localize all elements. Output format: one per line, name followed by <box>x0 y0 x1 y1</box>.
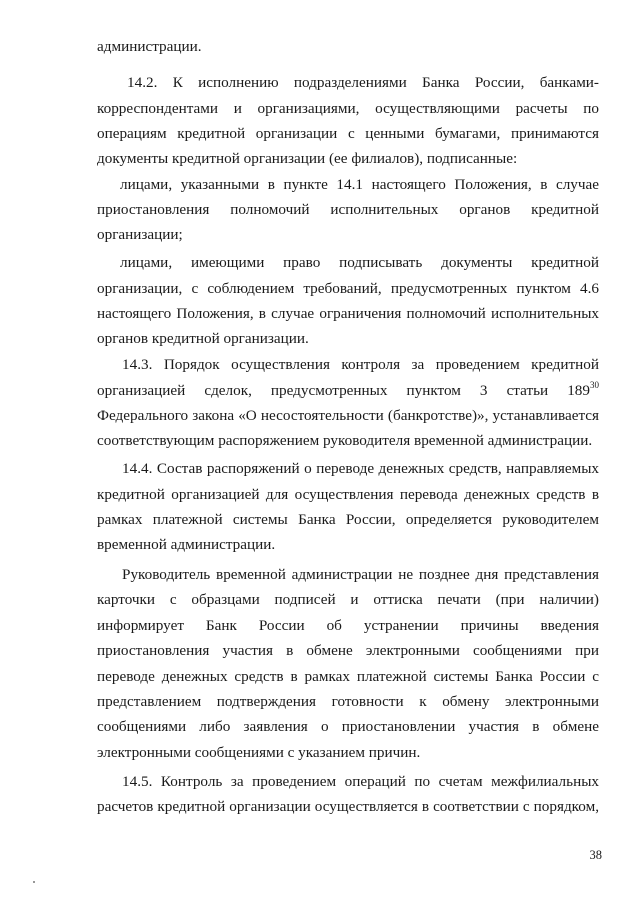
text-line: кредитной организацией для осуществления перевода денежных средств в <box>97 486 599 503</box>
text-line: настоящего Положения, в случае ограничения полномочий исполнительных <box>97 305 599 322</box>
text-line: 14.4. Состав распоряжений о переводе денежных средств, направляемых <box>122 460 599 477</box>
text-line <box>97 379 599 400</box>
text-line: Федерального закона «О несостоятельности (банкротстве)», устанавливается <box>97 407 599 424</box>
text-line: документы кредитной организации (ее филиалов), подписанные: <box>97 150 518 167</box>
text-line: органов кредитной организации. <box>97 330 309 347</box>
text-line: организации; <box>97 226 183 243</box>
text-line: администрации. <box>97 38 202 55</box>
text-line: лицами, указанными в пункте 14.1 настоящего Положения, в случае <box>120 176 599 193</box>
text-line: организации, с соблюдением требований, предусмотренных пунктом 4.6 <box>97 280 599 297</box>
text-line: 14.2. К исполнению подразделениями Банка России, банками- <box>127 74 599 91</box>
text-line: 14.3. Порядок осуществления контроля за проведением кредитной <box>122 356 599 373</box>
footnote-superscript: 30 <box>590 379 599 390</box>
text-line-content: организацией сделок, предусмотренных пунктом 3 статьи 189 <box>97 382 590 399</box>
text-line: представлением подтверждения готовности к обмену электронными <box>97 693 599 710</box>
margin-dot <box>33 881 35 883</box>
text-line: 14.5. Контроль за проведением операций по счетам межфилиальных <box>122 773 599 790</box>
text-line: операциям кредитной организации с ценными бумагами, принимаются <box>97 125 599 142</box>
text-line: расчетов кредитной организации осуществляется в соответствии с порядком, <box>97 798 599 815</box>
text-line: переводе денежных средств в рамках платежной системы Банка России с <box>97 668 599 685</box>
text-line: Руководитель временной администрации не позднее дня представления <box>122 566 599 583</box>
text-line: рамках платежной системы Банка России, определяется руководителем <box>97 511 599 528</box>
text-line: сообщениями либо заявления о приостановлении участия в обмене <box>97 718 599 735</box>
text-line: соответствующим распоряжением руководителя временной администрации. <box>97 432 593 449</box>
text-line: информирует Банк России об устранении причины введения <box>97 617 599 634</box>
text-line: лицами, имеющими право подписывать документы кредитной <box>120 254 599 271</box>
text-line: карточки с образцами подписей и оттиска печати (при наличии) <box>97 591 599 608</box>
text-line: приостановления полномочий исполнительных органов кредитной <box>97 201 599 218</box>
text-line: временной администрации. <box>97 536 276 553</box>
text-line: приостановления участия в обмене электронными сообщениями при <box>97 642 599 659</box>
text-line: электронными сообщениями с указанием причин. <box>97 744 421 761</box>
page-number: 38 <box>589 848 602 862</box>
text-line: корреспондентами и организациями, осуществляющими расчеты по <box>97 100 599 117</box>
